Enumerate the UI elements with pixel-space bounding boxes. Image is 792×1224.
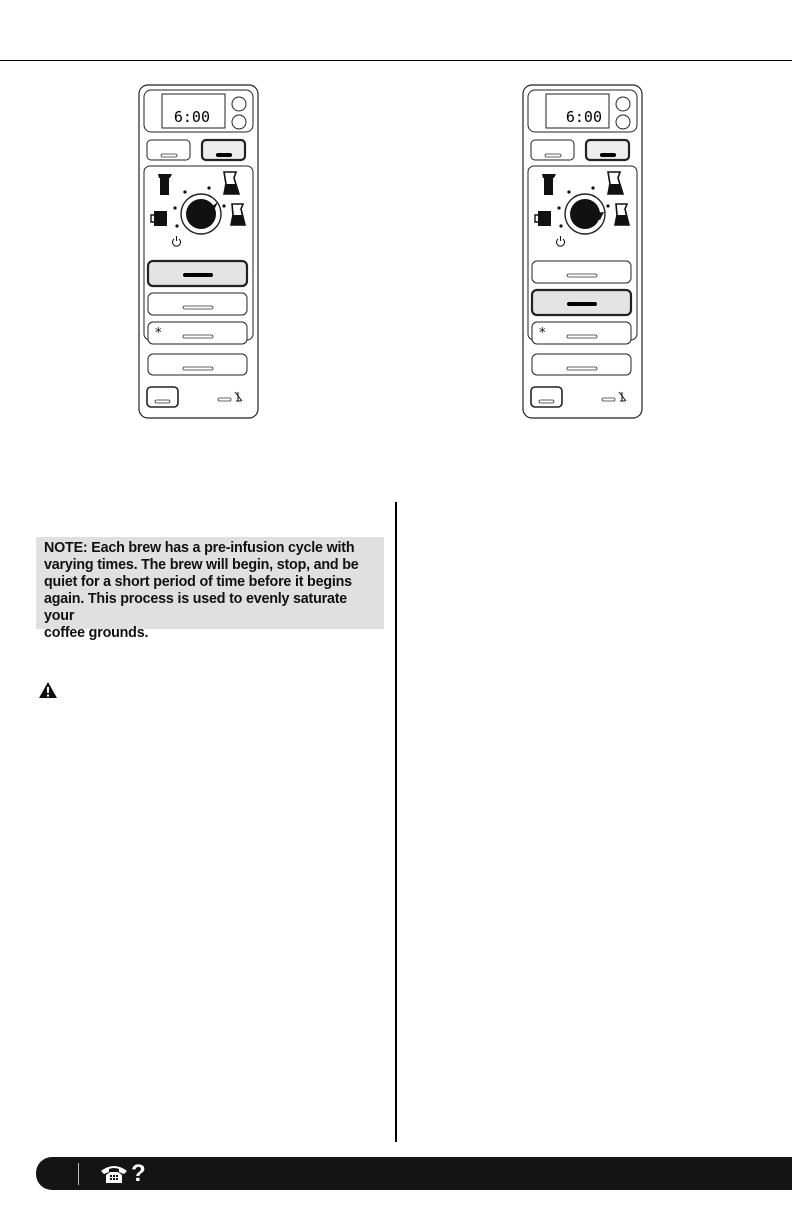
iced-brew-button[interactable]	[148, 322, 247, 344]
note-line: varying times. The brew will begin, stop, and be	[44, 557, 359, 573]
page-top-rule	[0, 60, 792, 61]
bottom-button[interactable]	[531, 387, 562, 407]
footer-separator	[78, 1163, 79, 1185]
specialty-button[interactable]	[148, 354, 247, 375]
phone-icon	[99, 1163, 129, 1185]
footer-bar	[36, 1157, 792, 1190]
brew-style-button-1[interactable]	[532, 261, 631, 283]
pre-infusion-note	[36, 537, 384, 641]
control-panel-illustration-right	[522, 84, 644, 420]
snowflake-icon: *	[155, 326, 162, 341]
warning-icon	[38, 681, 58, 699]
help-question-mark: ?	[131, 1160, 146, 1187]
brew-style-button-2[interactable]	[148, 293, 247, 315]
clock-display: 6:00	[565, 108, 602, 126]
control-panel-illustration-left	[138, 84, 260, 420]
specialty-button[interactable]	[532, 354, 631, 375]
note-line: NOTE: Each brew has a pre-infusion cycle with	[44, 540, 355, 556]
note-line: coffee grounds.	[44, 625, 149, 641]
iced-brew-button[interactable]	[532, 322, 631, 344]
bottom-button[interactable]	[147, 387, 178, 407]
snowflake-icon: *	[539, 326, 546, 341]
note-line: again. This process is used to evenly saturate your	[44, 591, 348, 624]
clock-display: 6:00	[173, 108, 210, 126]
note-line: quiet for a short period of time before it begins	[44, 574, 352, 590]
help-contact	[99, 1160, 146, 1188]
column-divider	[395, 502, 397, 1142]
